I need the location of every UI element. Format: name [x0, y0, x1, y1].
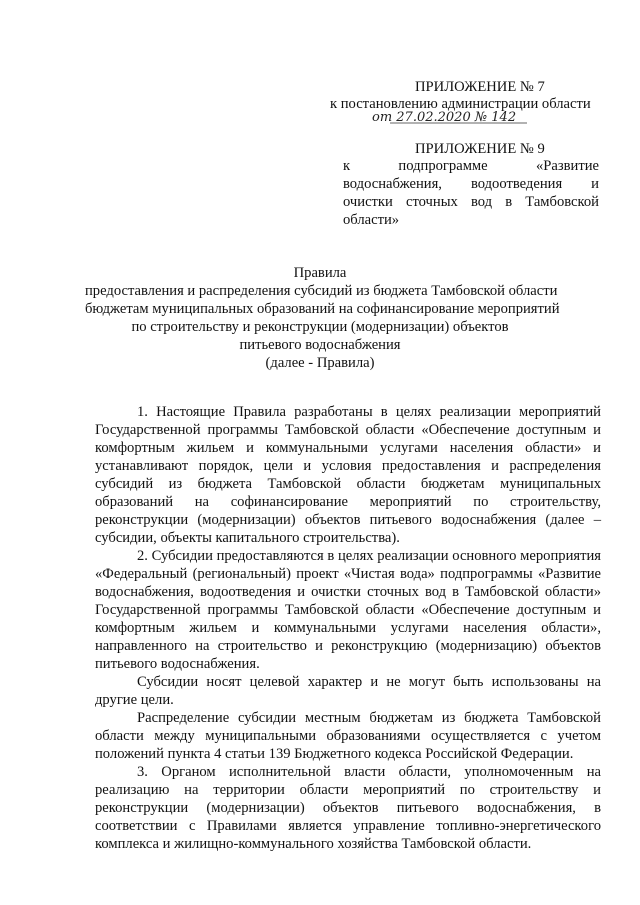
- appendix-7-title: ПРИЛОЖЕНИЕ № 7: [415, 79, 545, 95]
- handwritten-date-text: от 27.02.2020 № 142: [372, 110, 517, 125]
- appendix-9-subtitle: к подпрограмме «Развитие водоснабжения, водоотведения и очистки сточных вод в Тамбовской области»: [343, 158, 599, 228]
- title-line: предоставления и распределения субсидий из бюджета Тамбовской области: [85, 283, 558, 299]
- appendix-7-subtitle: к постановлению администрации области: [330, 96, 591, 112]
- paragraph: 1. Настоящие Правила разработаны в целях реализации мероприятий Государственной программы Тамбовской области «Обеспечение доступным и комфортным жильем и коммунальными услугами населения области» и устанавливают порядок, цели и условия предоставления и распределения субсидий из бюджета Тамбовской области бюджетам муниципальных образований на софинансирование мероприятий по строительству, реконструкции (модернизации) объектов питьевого водоснабжения (далее – субсидии, объекты капитального строительства).: [95, 404, 601, 546]
- paragraph: Субсидии носят целевой характер и не могут быть использованы на другие цели.: [95, 674, 601, 708]
- paragraph: 3. Органом исполнительной власти области, уполномоченным на реализацию на территории области мероприятий по строительству и реконструкции (модернизации) объектов питьевого водоснабжения, в соответствии с Правилами является управление топливно-энергетического комплекса и жилищно-коммунального хозяйства Тамбовской области.: [95, 764, 601, 852]
- handwritten-date-signature: [372, 106, 532, 128]
- document-body: [95, 403, 601, 853]
- title-line: (далее - Правила): [265, 355, 375, 371]
- title-line: по строительству и реконструкции (модернизации) объектов: [131, 319, 509, 335]
- appendix-9-title: ПРИЛОЖЕНИЕ № 9: [415, 141, 545, 157]
- title-line: питьевого водоснабжения: [239, 337, 401, 353]
- paragraph: 2. Субсидии предоставляются в целях реализации основного мероприятия «Федеральный (региональный) проект «Чистая вода» подпрограммы «Развитие водоснабжения, водоотведения и очистки сточных вод в Тамбовской области» Государственной программы Тамбовской области «Обеспечение доступным и комфортным жильем и коммунальными услугами населения области», направленного на строительство и реконструкцию (модернизацию) объектов питьевого водоснабжения.: [95, 548, 601, 672]
- title-line: Правила: [293, 265, 347, 281]
- title-line: бюджетам муниципальных образований на софинансирование мероприятий: [85, 301, 560, 317]
- paragraph: Распределение субсидии местным бюджетам из бюджета Тамбовской области между муниципальными образованиями осуществляется с учетом положений пункта 4 статьи 139 Бюджетного кодекса Российской Федерации.: [95, 710, 601, 762]
- document-title: [85, 264, 560, 372]
